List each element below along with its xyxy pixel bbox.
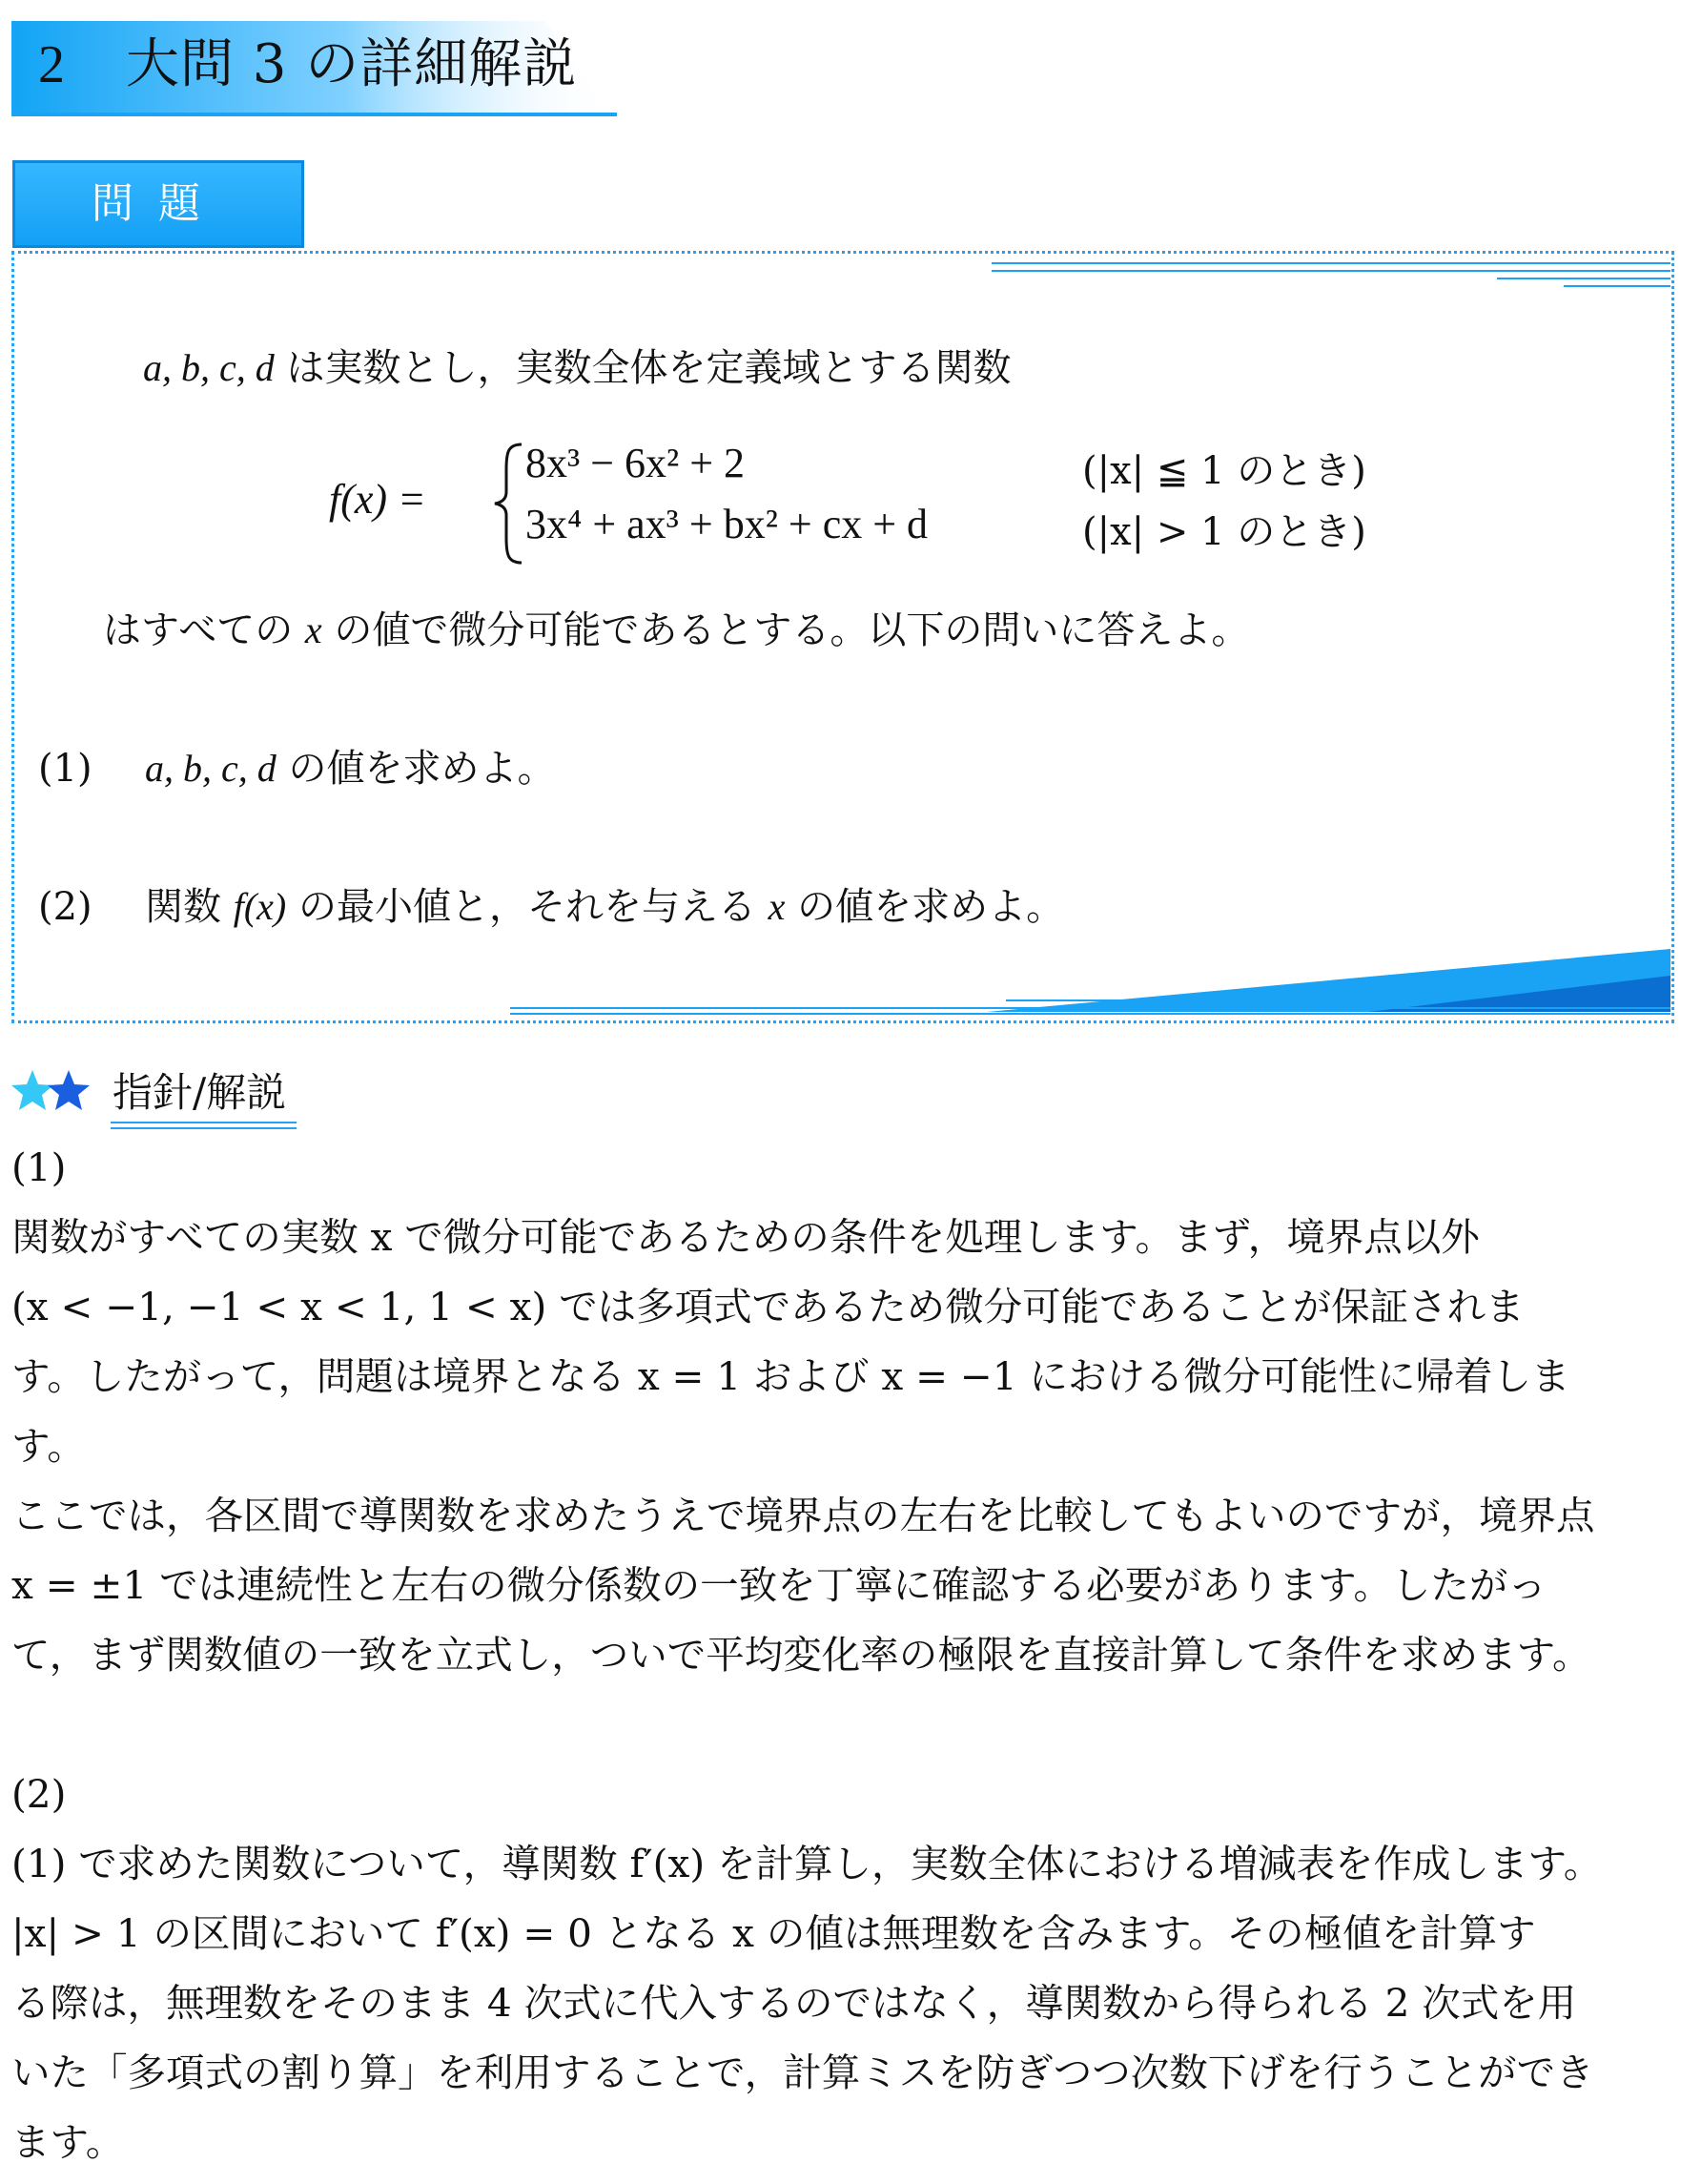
part-1-line: す。 — [11, 1423, 86, 1469]
guide-part-1 — [11, 1133, 1690, 1690]
question-1-number: (1) — [38, 747, 92, 791]
page-title — [38, 27, 577, 103]
part-1-line: て，まず関数値の一致を立式し，ついで平均変化率の極限を直接計算して条件を求めます。 — [11, 1632, 1591, 1678]
case1-condition: (|x| ≦ 1 のとき) — [1082, 449, 1366, 493]
intro-variables: a, b, c, d — [143, 346, 275, 389]
part-1-line: (x < −1, −1 < x < 1, 1 < x) では多項式であるため微分可能であることが保証されま — [11, 1284, 1525, 1329]
guide-part-2 — [11, 1760, 1690, 2177]
case2-expression: 3x⁴ + ax³ + bx² + cx + d — [525, 501, 929, 547]
problem-statement — [103, 596, 1249, 665]
question-2-post: の値を求めよ。 — [797, 885, 1065, 929]
section-number: 2 — [38, 35, 66, 94]
intro-text: は実数とし，実数全体を定義域とする関数 — [286, 346, 1012, 390]
part-2-label: (2) — [11, 1771, 67, 1817]
problem-intro — [143, 334, 1011, 402]
case2-condition: (|x| > 1 のとき) — [1082, 510, 1366, 554]
question-2-function: f(x) — [233, 885, 287, 928]
part-1-line: 関数がすべての実数 x で微分可能であるための条件を処理します。まず，境界点以外 — [11, 1214, 1480, 1260]
question-2-number: (2) — [38, 885, 92, 929]
question-2-variable: x — [768, 885, 786, 928]
guide-heading: 指針/解説 — [113, 1069, 287, 1116]
problem-label: 問題 — [12, 160, 304, 248]
left-brace — [493, 443, 525, 565]
guide-heading-underline — [111, 1122, 297, 1129]
statement-pre: はすべての — [103, 608, 294, 652]
part-1-line: す。したがって，問題は境界となる x = 1 および x = −1 における微分可能性に帰着しま — [11, 1353, 1570, 1399]
box-top-decoration — [992, 258, 1670, 296]
question-1 — [38, 734, 555, 803]
part-2-line: |x| > 1 の区間において f′(x) = 0 となる x の値は無理数を含みます。その極値を計算す — [11, 1910, 1536, 1956]
question-2 — [38, 873, 1064, 941]
statement-post: の値で微分可能であるとする。以下の問いに答えよ。 — [334, 608, 1250, 652]
question-2-mid: の最小値と，それを与える — [297, 885, 756, 929]
question-1-variables: a, b, c, d — [145, 747, 277, 790]
case1-expression: 8x³ − 6x² + 2 — [525, 440, 746, 486]
statement-variable: x — [304, 608, 322, 651]
part-2-line: いた「多項式の割り算」を利用することで，計算ミスを防ぎつつ次数下げを行うことができ — [11, 2050, 1594, 2095]
part-1-line: x = ±1 では連続性と左右の微分係数の一致を丁寧に確認する必要があります。したがっ — [11, 1562, 1547, 1608]
section-title: 大問 3 の詳細解説 — [126, 33, 578, 95]
part-1-label: (1) — [11, 1144, 67, 1190]
box-bottom-decoration — [510, 949, 1670, 1018]
part-2-line: (1) で求めた関数について，導関数 f′(x) を計算し，実数全体における増減表を作成します。 — [11, 1841, 1603, 1886]
part-2-line: ます。 — [11, 2119, 125, 2165]
stars-icon — [10, 1068, 95, 1114]
question-1-text: の値を求めよ。 — [288, 747, 556, 791]
equation-lhs: f(x) = — [329, 476, 426, 523]
part-2-line: る際は，無理数をそのまま 4 次式に代入するのではなく，導関数から得られる 2 次式を用 — [11, 1980, 1577, 2026]
part-1-line: ここでは，各区間で導関数を求めたうえで境界点の左右を比較してもよいのですが，境界点 — [11, 1493, 1595, 1538]
question-2-pre: 関数 — [145, 885, 221, 929]
